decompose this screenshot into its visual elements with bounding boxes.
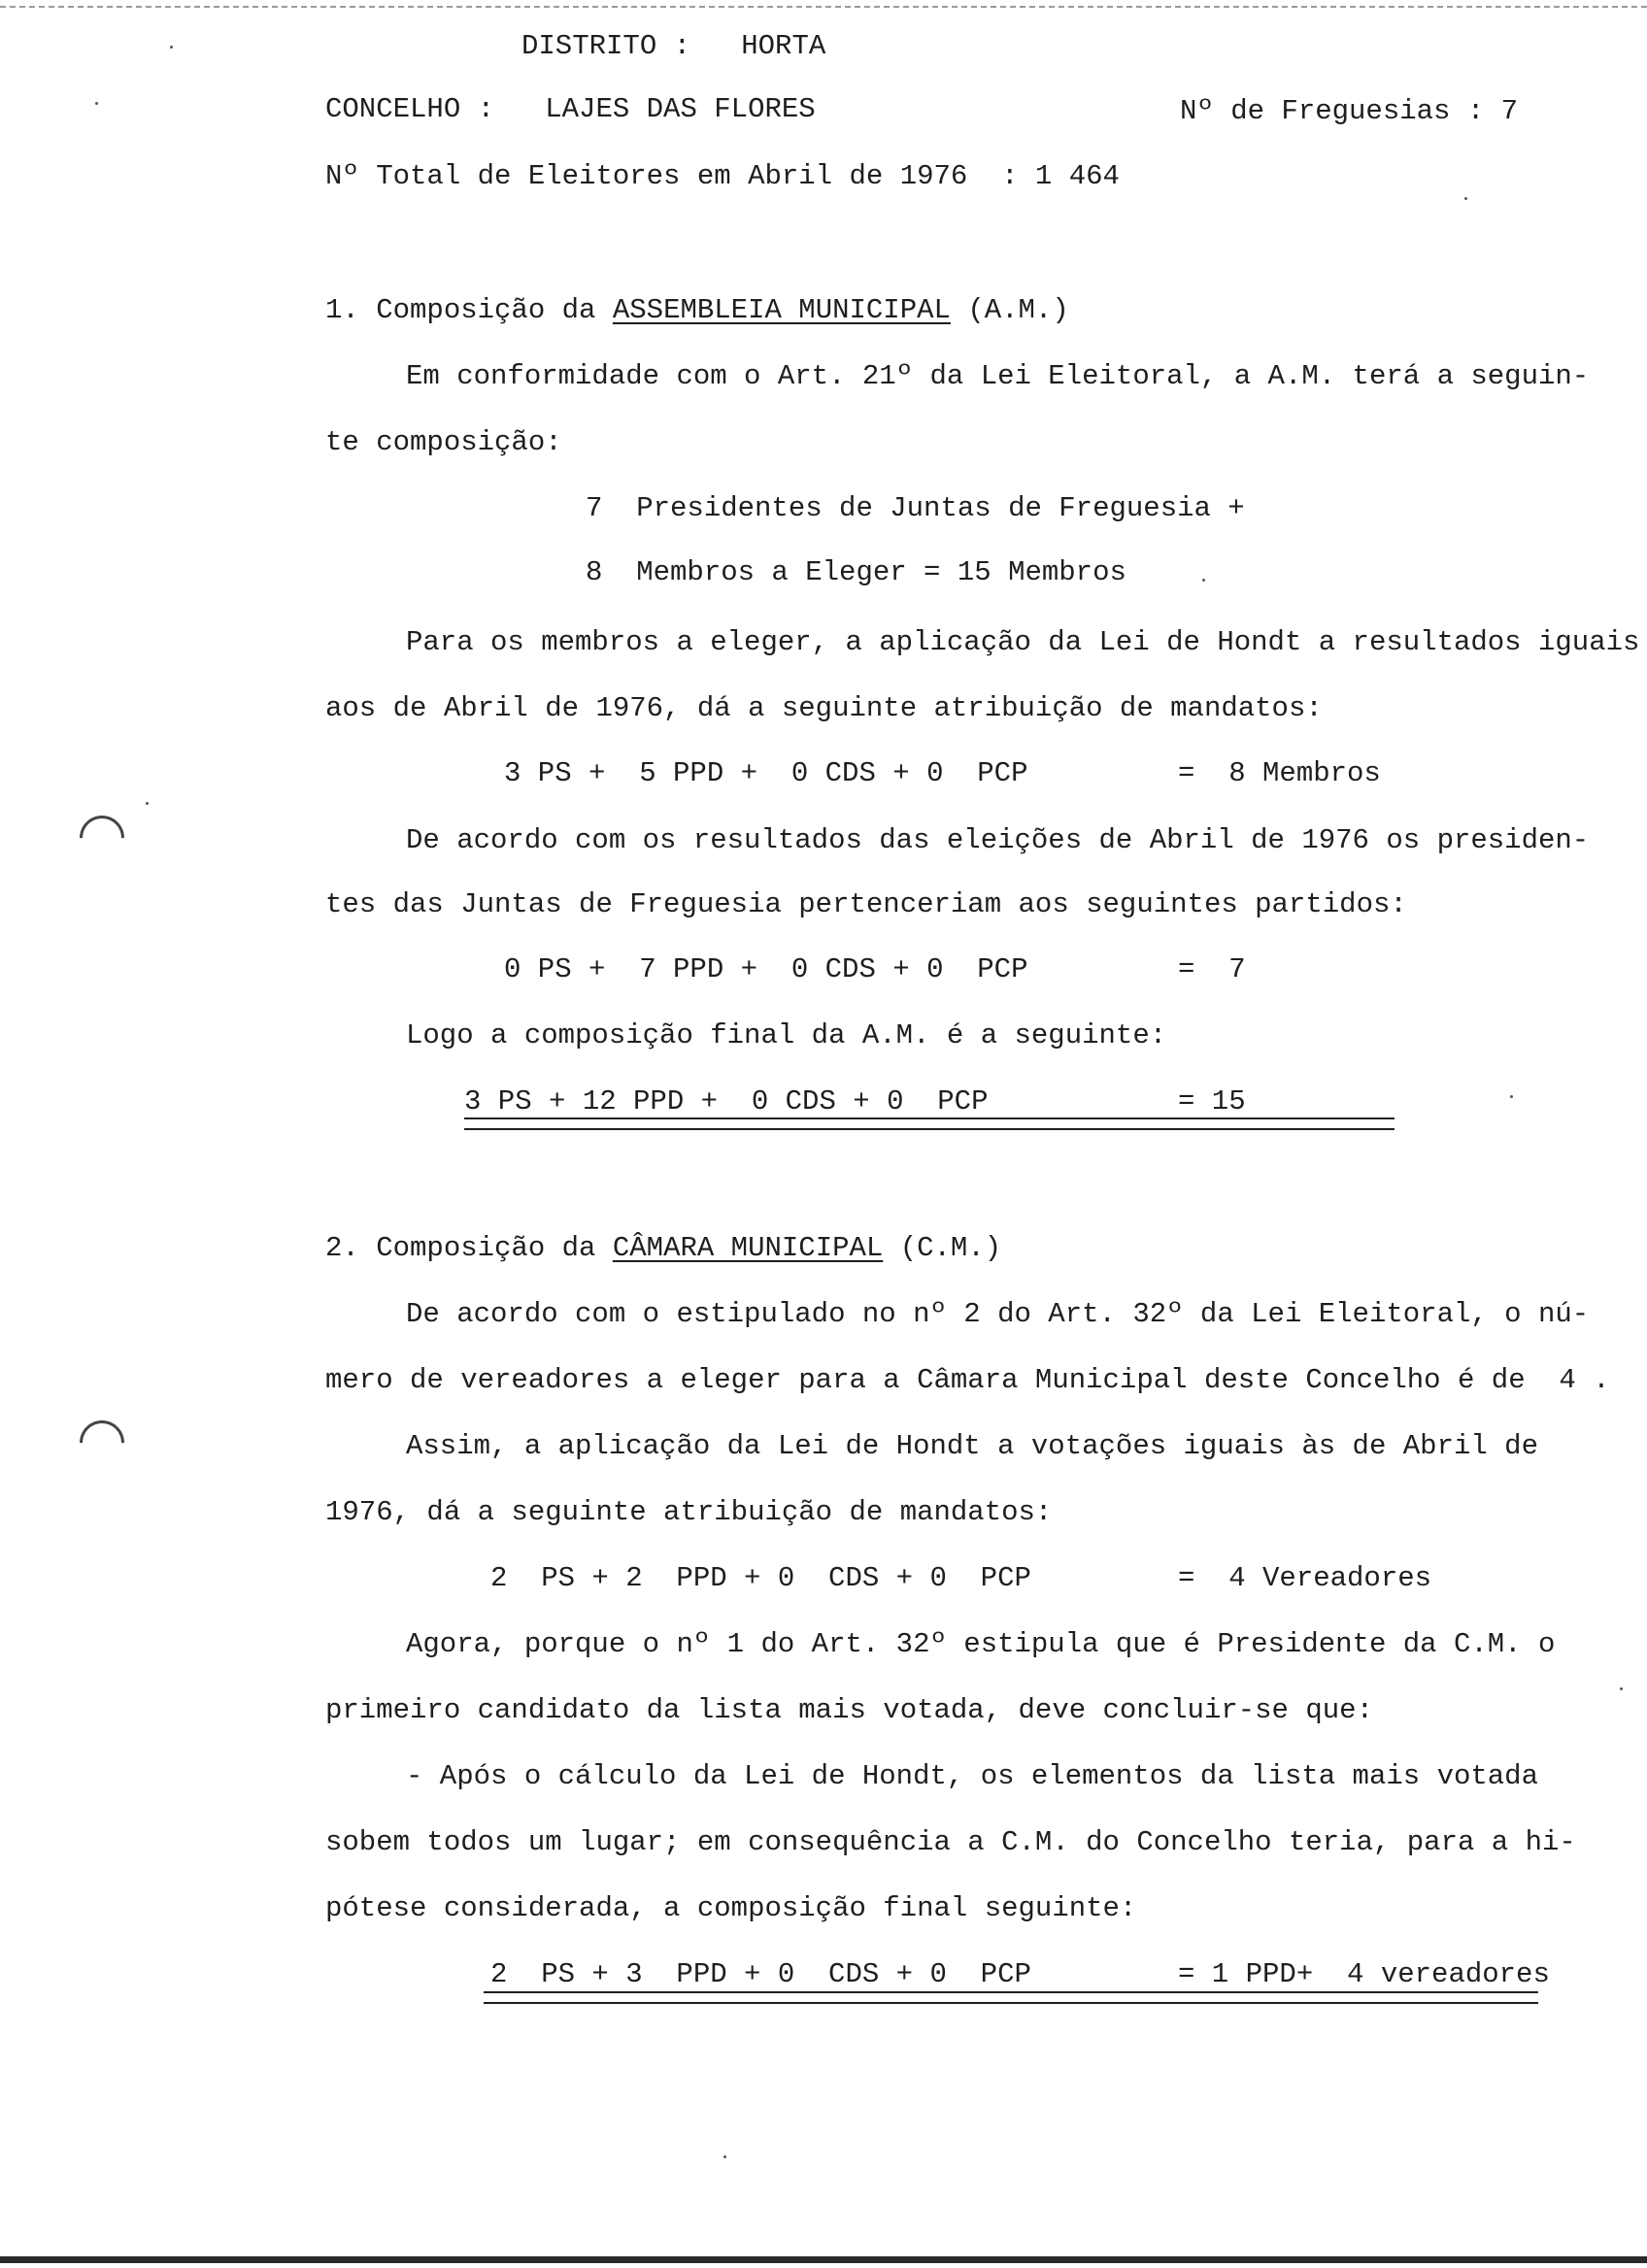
scan-speck: [723, 2155, 726, 2158]
section-2-heading: [325, 1231, 1001, 1266]
s1-membros-line: 8 Membros a Eleger = 15 Membros: [586, 556, 1126, 588]
section-1-heading: [325, 293, 1069, 328]
scan-speck: [1464, 197, 1467, 200]
scan-speck: [146, 802, 149, 805]
scan-speck: [1202, 579, 1205, 582]
s1-acordo-line-2: tes das Juntas de Freguesia pertenceriam aos seguintes partidos:: [325, 888, 1407, 920]
section-2-number: 2. Composição da: [325, 1232, 613, 1264]
scan-speck: [1620, 1687, 1623, 1690]
section-2-abbr: (C.M.): [883, 1232, 1002, 1264]
s1-intro-line-2: te composição:: [325, 426, 562, 458]
punch-hole-upper: [70, 806, 133, 869]
s1-final-equation-left: 3 PS + 12 PPD + 0 CDS + 0 PCP: [464, 1085, 989, 1117]
s1-logo-line: Logo a composição final da A.M. é a seguinte:: [406, 1019, 1167, 1051]
s1-final-underline-bottom: [464, 1128, 1395, 1130]
s1-presidentes-line: 7 Presidentes de Juntas de Freguesia +: [586, 492, 1245, 524]
s2-para2-line-1: Assim, a aplicação da Lei de Hondt a votações iguais às de Abril de: [406, 1430, 1538, 1462]
s2-para4-line-2: sobem todos um lugar; em consequência a C.M. do Concelho teria, para a hi-: [325, 1826, 1576, 1858]
eleitores-line: Nº Total de Eleitores em Abril de 1976 : 1 464: [325, 160, 1120, 192]
s1-acordo-line-1: De acordo com os resultados das eleições de Abril de 1976 os presiden-: [406, 824, 1590, 856]
page-top-edge: [0, 6, 1647, 8]
s1-para-line-1: Para os membros a eleger, a aplicação da Lei de Hondt a resultados iguais: [406, 626, 1640, 658]
s2-para2-line-2: 1976, dá a seguinte atribuição de mandatos:: [325, 1496, 1053, 1528]
s2-final-underline-bottom: [484, 2002, 1538, 2004]
scan-speck: [95, 102, 98, 105]
s2-para1-line-2: mero de vereadores a eleger para a Câmara Municipal deste Concelho é de 4 .: [325, 1364, 1610, 1396]
s2-para4-line-1: - Após o cálculo da Lei de Hondt, os elementos da lista mais votada: [406, 1760, 1538, 1792]
section-1-title: ASSEMBLEIA MUNICIPAL: [612, 294, 951, 326]
s1-final-underline-top: [464, 1117, 1395, 1119]
s1-equation-2-right: = 7: [1178, 953, 1246, 985]
page-bottom-edge: [0, 2256, 1647, 2263]
distrito-line: DISTRITO : HORTA: [521, 30, 826, 62]
s2-para3-line-1: Agora, porque o nº 1 do Art. 32º estipula que é Presidente da C.M. o: [406, 1628, 1556, 1660]
s1-intro-line-1: Em conformidade com o Art. 21º da Lei Eleitoral, a A.M. terá a seguin-: [406, 360, 1590, 392]
punch-hole-lower: [70, 1411, 133, 1474]
s2-final-equation-left: 2 PS + 3 PPD + 0 CDS + 0 PCP: [490, 1958, 1031, 1990]
s2-para4-line-3: pótese considerada, a composição final seguinte:: [325, 1892, 1137, 1924]
section-1-number: 1. Composição da: [325, 294, 613, 326]
s2-equation-1-left: 2 PS + 2 PPD + 0 CDS + 0 PCP: [490, 1562, 1031, 1594]
scan-speck: [170, 46, 173, 49]
s1-equation-1-left: 3 PS + 5 PPD + 0 CDS + 0 PCP: [504, 757, 1028, 789]
s1-para-line-2: aos de Abril de 1976, dá a seguinte atribuição de mandatos:: [325, 692, 1323, 724]
s2-para1-line-1: De acordo com o estipulado no nº 2 do Art. 32º da Lei Eleitoral, o nú-: [406, 1298, 1590, 1330]
concelho-line: CONCELHO : LAJES DAS FLORES: [325, 93, 816, 125]
s2-final-equation-right: = 1 PPD+ 4 vereadores: [1178, 1958, 1550, 1990]
s1-final-equation-right: = 15: [1178, 1085, 1246, 1117]
s1-equation-1-right: = 8 Membros: [1178, 757, 1381, 789]
s2-final-underline-top: [484, 1991, 1538, 1993]
s2-para3-line-2: primeiro candidato da lista mais votada, deve concluir-se que:: [325, 1694, 1373, 1726]
scan-speck: [1510, 1095, 1513, 1098]
section-1-abbr: (A.M.): [950, 294, 1069, 326]
section-2-title: CÂMARA MUNICIPAL: [612, 1232, 884, 1264]
s2-equation-1-right: = 4 Vereadores: [1178, 1562, 1432, 1594]
s1-equation-2-left: 0 PS + 7 PPD + 0 CDS + 0 PCP: [504, 953, 1028, 985]
freguesias-count: Nº de Freguesias : 7: [1180, 95, 1519, 127]
